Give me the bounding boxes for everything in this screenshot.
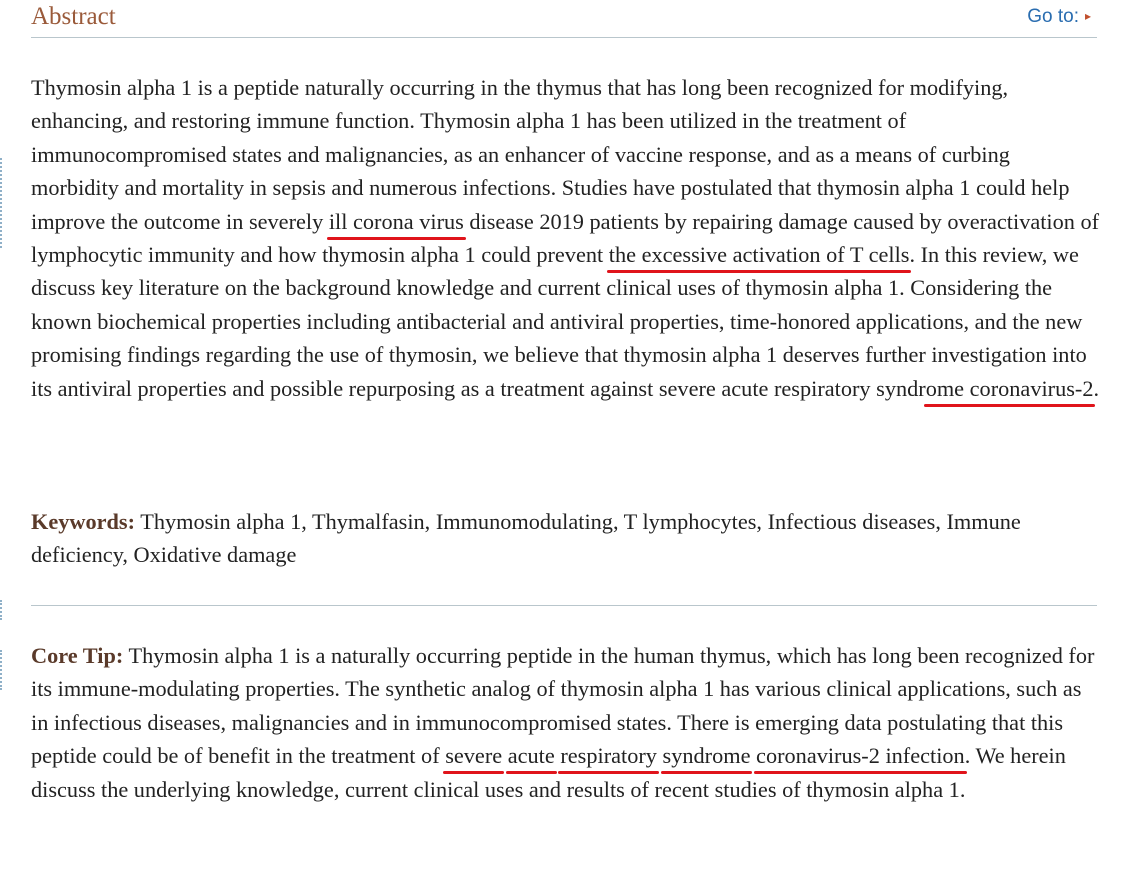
red-underline-annotation: severe: [445, 743, 503, 769]
abstract-text-part: . In this review, we discuss key literature on the background knowledge and current clinical uses of thymosin alpha 1. Considering the known biochemical properties including antibacterial and antiviral properties, time-honored applications, and the new promising findings regarding the use of thymosin, we believe that thymosin alpha 1 deserves further investigation into its antiviral properties and possible repurposing as a treatment against severe acute respiratory syndr: [31, 242, 1087, 401]
core-tip-space: [502, 743, 508, 768]
margin-dotted-indicator: [0, 600, 5, 620]
core-tip: [31, 639, 1101, 806]
keywords-label: Keywords:: [31, 509, 136, 534]
red-underline-annotation: coronavirus-2 infection: [756, 743, 965, 769]
red-underline-annotation: respiratory: [560, 743, 657, 769]
keywords: [31, 505, 1101, 572]
core-tip-label: Core Tip:: [31, 643, 124, 668]
abstract-text-part: .: [1093, 375, 1100, 401]
core-tip-space: [657, 743, 663, 768]
section-title: Abstract: [31, 3, 116, 30]
abstract-text-part: Thymosin alpha 1 is a peptide naturally occurring in the thymus that has long been recognized for modifying, enhancing, and restoring immune function. Thymosin alpha 1 has been utilized in the treatment of immunocompromised states and malignancies, as an enhancer of vaccine response, and as a means of curbing morbidity and mortality in sepsis and numerous infections. Studies have postulated that thymosin alpha 1 could help improve the outcome in severely: [31, 75, 1070, 234]
goto-label[interactable]: Go to:: [1027, 6, 1079, 27]
margin-dotted-indicator: [0, 650, 5, 690]
header-divider: [31, 37, 1097, 38]
red-underline-annotation: the excessive activation of T cells: [608, 242, 910, 268]
core-tip-text: . We herein discuss the underlying knowledge, current clinical uses and results of recent studies of thymosin alpha 1.: [31, 743, 1066, 802]
abstract-text: [31, 71, 1101, 405]
red-underline-annotation: acute: [507, 743, 555, 769]
goto-menu[interactable]: [1027, 6, 1091, 28]
red-underline-annotation: syndrome: [662, 743, 751, 769]
section-divider: [31, 605, 1097, 606]
red-underline-annotation: ome coronavirus-2: [925, 375, 1094, 401]
keywords-text: Thymosin alpha 1, Thymalfasin, Immunomodulating, T lymphocytes, Infectious diseases, Immune deficiency, Oxidative damage: [31, 509, 1021, 568]
margin-dotted-indicator: [0, 158, 5, 248]
red-underline-annotation: ill corona virus: [328, 208, 464, 234]
core-tip-text: Thymosin alpha 1 is a naturally occurring peptide in the human thymus, which has long been recognized for its immune-modulating properties. The synthetic analog of thymosin alpha 1 has various clinical applications, such as in infectious diseases, malignancies and in immunocompromised states. There is emerging data postulating that this peptide could be of benefit in the treatment of: [31, 643, 1095, 769]
triangle-right-icon: ▸: [1084, 9, 1091, 23]
abstract-text-part: disease 2019 patients by repairing damage caused by overactivation of lymphocytic immunity and how thymosin alpha 1 could prevent: [31, 208, 1100, 268]
